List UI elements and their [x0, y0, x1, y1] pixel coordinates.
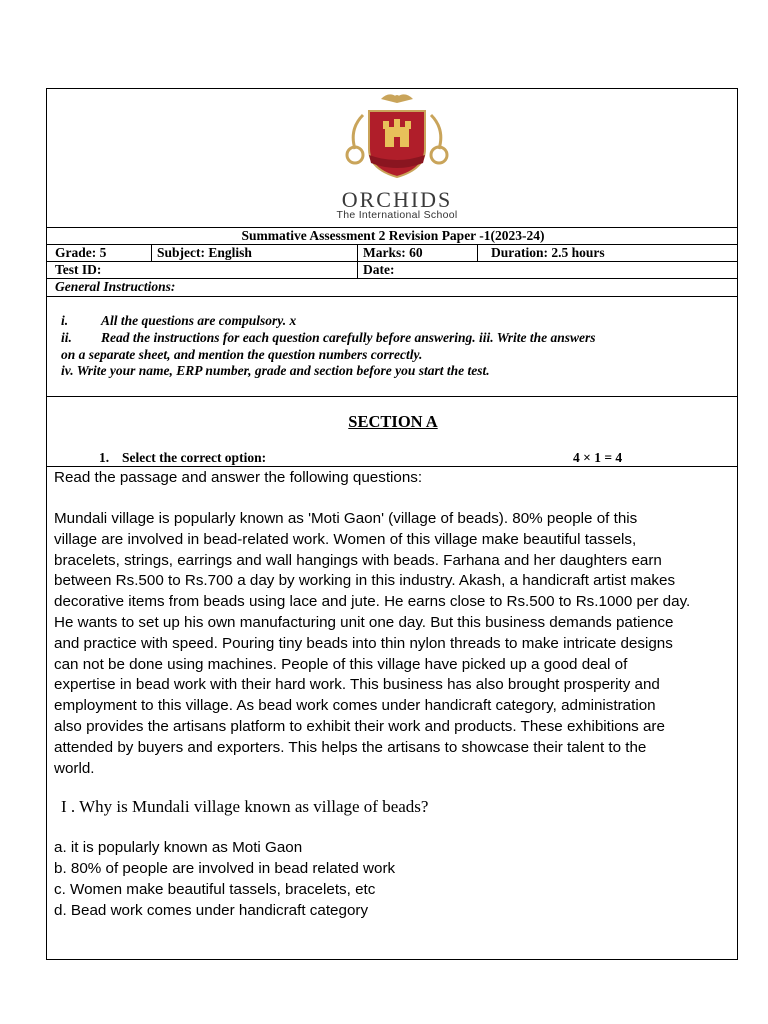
passage-line: between Rs.500 to Rs.700 a day by working in this industry. Akash, a handicraft artist makes — [54, 572, 676, 590]
question-marks: 4 × 1 = 4 — [573, 450, 623, 465]
passage-line: can not be done using machines. People of this village have picked up a good deal of — [54, 655, 628, 673]
passage-line: He wants to set up his own manufacturing unit one day. But this business demands patience — [54, 613, 674, 631]
test-id-label: Test ID: — [55, 262, 102, 277]
passage-line: Mundali village is popularly known as 'Moti Gaon' (village of beads). 80% people of this — [54, 510, 638, 527]
passage-line: world. — [54, 759, 95, 777]
passage — [54, 509, 738, 779]
exam-paper — [46, 88, 738, 960]
instruction-i-num: i. — [61, 313, 69, 328]
passage-line: attended by buyers and exporters. This helps the artisans to showcase their talent to the — [54, 738, 647, 756]
passage-line: employment to this village. As bead work comes under handicraft category, administration — [54, 697, 656, 715]
school-logo — [319, 89, 475, 227]
passage-line: village are involved in bead-related work. Women of this village make beautiful tassels, — [54, 530, 637, 548]
option-c: c. Women make beautiful tassels, bracelets, etc — [54, 881, 376, 898]
question-text: I . Why is Mundali village known as village of beads? — [61, 797, 429, 816]
duration-label: Duration: 2.5 hours — [491, 245, 605, 260]
logo-name: ORCHIDS — [341, 187, 453, 212]
passage-line: bracelets, strings, earrings and wall hangings with beads. Farhana and her daughters earn — [54, 551, 662, 569]
instruction-ii-num: ii. — [61, 330, 72, 345]
instruction-iv-text: iv. Write your name, ERP number, grade and section before you start the test. — [61, 363, 490, 378]
passage-line: decorative items from beads using lace and jute. He earns close to Rs.500 to Rs.1000 per day. — [54, 593, 691, 611]
instruction-ii-text: Read the instructions for each question carefully before answering. iii. Write the answers — [101, 330, 596, 345]
logo-subtitle: The International School — [336, 209, 458, 221]
question-instruction: Select the correct option: — [122, 450, 267, 465]
question-number: 1. — [99, 450, 110, 465]
crest-icon — [319, 89, 475, 189]
option-a: a. it is popularly known as Moti Gaon — [54, 839, 303, 856]
passage-intro: Read the passage and answer the following questions: — [54, 469, 423, 486]
general-instructions-heading: General Instructions: — [55, 279, 176, 294]
paper-title: Summative Assessment 2 Revision Paper -1(2023-24) — [241, 228, 545, 243]
option-d: d. Bead work comes under handicraft category — [54, 902, 369, 919]
passage-line: expertise in bead work with their hard work. This business has also brought prosperity and — [54, 676, 660, 694]
passage-line: also provides the artisans platform to exhibit their work and products. These exhibitions are — [54, 717, 665, 735]
section-title: SECTION A — [348, 412, 438, 431]
marks-label: Marks: 60 — [363, 245, 423, 260]
instruction-i-text: All the questions are compulsory. x — [101, 313, 297, 328]
passage-line: and practice with speed. Pouring tiny beads into thin nylon threads to make intricate designs — [54, 634, 673, 652]
options-list — [54, 837, 395, 921]
subject-label: Subject: English — [157, 245, 252, 260]
option-b: b. 80% of people are involved in bead related work — [54, 860, 396, 877]
grade-label: Grade: 5 — [55, 245, 107, 260]
instruction-ii-continued: on a separate sheet, and mention the question numbers correctly. — [61, 347, 423, 362]
date-label: Date: — [363, 262, 395, 277]
